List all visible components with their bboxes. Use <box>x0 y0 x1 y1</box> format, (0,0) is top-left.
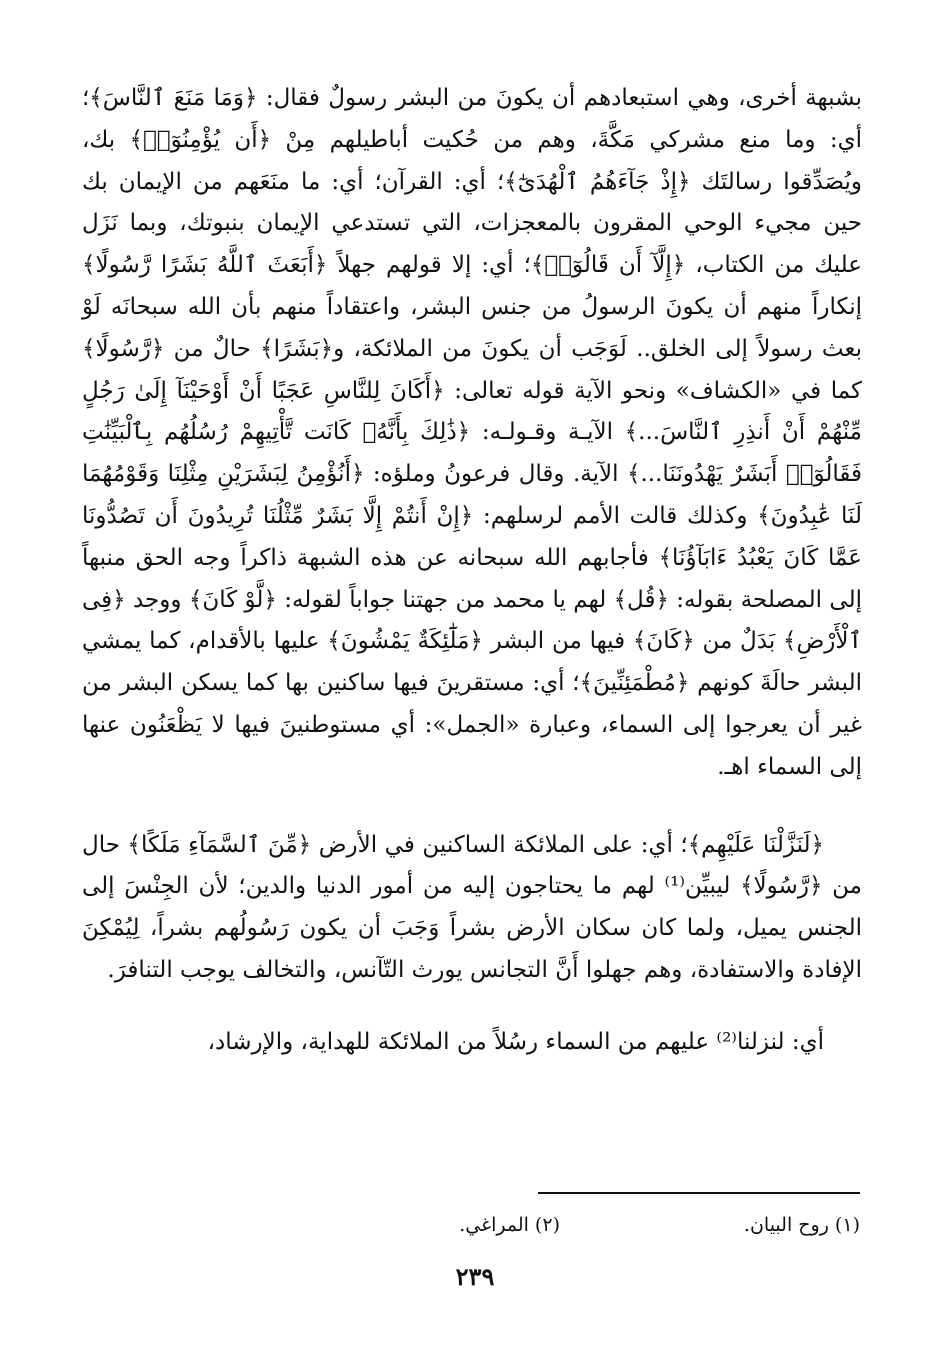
paragraph-3: أي: لنزلنا⁽²⁾ عليهم من السماء رسُلاً من الملائكة للهداية، والإرشاد، <box>207 1028 824 1055</box>
page-number: ٢٣٩ <box>455 1262 495 1291</box>
paragraph-2: ﴿لَنَزَّلْنَا عَلَيْهِم﴾؛ أي: على الملائكة الساكنين في الأرض ﴿مِّنَ ٱلسَّمَآءِ مَلَكًا﴾ حال من ﴿رَّسُولًا﴾ ليبيِّن⁽¹⁾ لهم ما يحتاجون إليه من أمور الدنيا والدين؛ لأن الجِنْسَ إلى الجنس يميل، ولما كان سكان الأرض بشراً وَجَبَ أن يكون رَسُولُهم بشراً، لِيُمْكِنَ الإفادة والاستفادة، وهم جهلوا أَنَّ التجانس يورث التّآنس، والتخالف يوجب التنافرَ. <box>82 831 862 983</box>
page-body <box>82 78 862 1064</box>
footnotes <box>300 1210 860 1240</box>
footnote-divider <box>538 1192 860 1194</box>
footnote-1: (١) روح البيان. <box>743 1214 860 1236</box>
footnote-2: (٢) المراغي. <box>459 1214 560 1236</box>
paragraph-1: بشبهة أخرى، وهي استبعادهم أن يكونَ من البشر رسولٌ فقال: ﴿وَمَا مَنَعَ ٱلنَّاسَ﴾؛ أي: وما منع مشركي مَكَّةَ، وهم من حُكيت أباطيلهم مِنْ ﴿أَن يُؤْمِنُوٓا۟﴾ بك، ويُصَدِّقوا رسالتَك ﴿إِذْ جَآءَهُمُ ٱلْهُدَىٰٓ﴾؛ أي: القرآن؛ أي: ما منَعَهم من الإيمان بك حين مجيء الوحي المقرون بالمعجزات، التي تستدعي الإيمان بنبوتك، وبما نَزَل عليك من الكتاب، ﴿إِلَّآ أَن قَالُوٓا۟﴾؛ أي: إلا قولهم جهلاً ﴿أَبَعَثَ ٱللَّهُ بَشَرًا رَّسُولًا﴾ إنكاراً منهم أن يكونَ الرسولُ من جنس البشر، واعتقاداً منهم بأن الله سبحانَه لَوْ بعث رسولاً إلى الخلق.. لَوَجَب أن يكونَ من الملائكة، و﴿بَشَرًا﴾ حالٌ من ﴿رَّسُولًا﴾ كما في «الكشاف» ونحو الآية قوله تعالى: ﴿أَكَانَ لِلنَّاسِ عَجَبًا أَنْ أَوْحَيْنَآ إِلَىٰ رَجُلٍ مِّنْهُمْ أَنْ أَنذِرِ ٱلنَّاسَ...﴾ الآيـة وقـولـه: ﴿ذَٰلِكَ بِأَنَّهُۥ كَانَت تَّأْتِيهِمْ رُسُلُهُم بِٱلْبَيِّنَٰتِ فَقَالُوٓا۟ أَبَشَرٌ يَهْدُونَنَا...﴾ الآية. وقال فرعونُ وملؤه: ﴿أَنُؤْمِنُ لِبَشَرَيْنِ مِثْلِنَا وَقَوْمُهُمَا لَنَا عَٰبِدُونَ﴾ وكذلك قالت الأمم لرسلهم: ﴿إِنْ أَنتُمْ إِلَّا بَشَرٌ مِّثْلُنَا تُرِيدُونَ أَن تَصُدُّونَا عَمَّا كَانَ يَعْبُدُ ءَابَآؤُنَا﴾ فأجابهم الله سبحانه عن هذه الشبهة ذاكراً وجه الحق منبهاً إلى المصلحة بقوله: ﴿قُل﴾ لهم يا محمد من جهتنا جواباً لقوله: ﴿لَّوْ كَانَ﴾ ووجد ﴿فِى ٱلْأَرْضِ﴾ بَدَلٌ من ﴿كَانَ﴾ فيها من البشر ﴿مَلَٰٓئِكَةٌ يَمْشُونَ﴾ عليها بالأقدام، كما يمشي البشر حالَةَ كونهم ﴿مُطْمَئِنِّينَ﴾؛ أي: مستقرينَ فيها ساكنين بها كما يسكن البشر من غير أن يعرجوا إلى السماء، وعبارة «الجمل»: أي مستوطنينَ فيها لا يَظْعَنُون عنها إلى السماء اهـ. <box>82 85 862 780</box>
